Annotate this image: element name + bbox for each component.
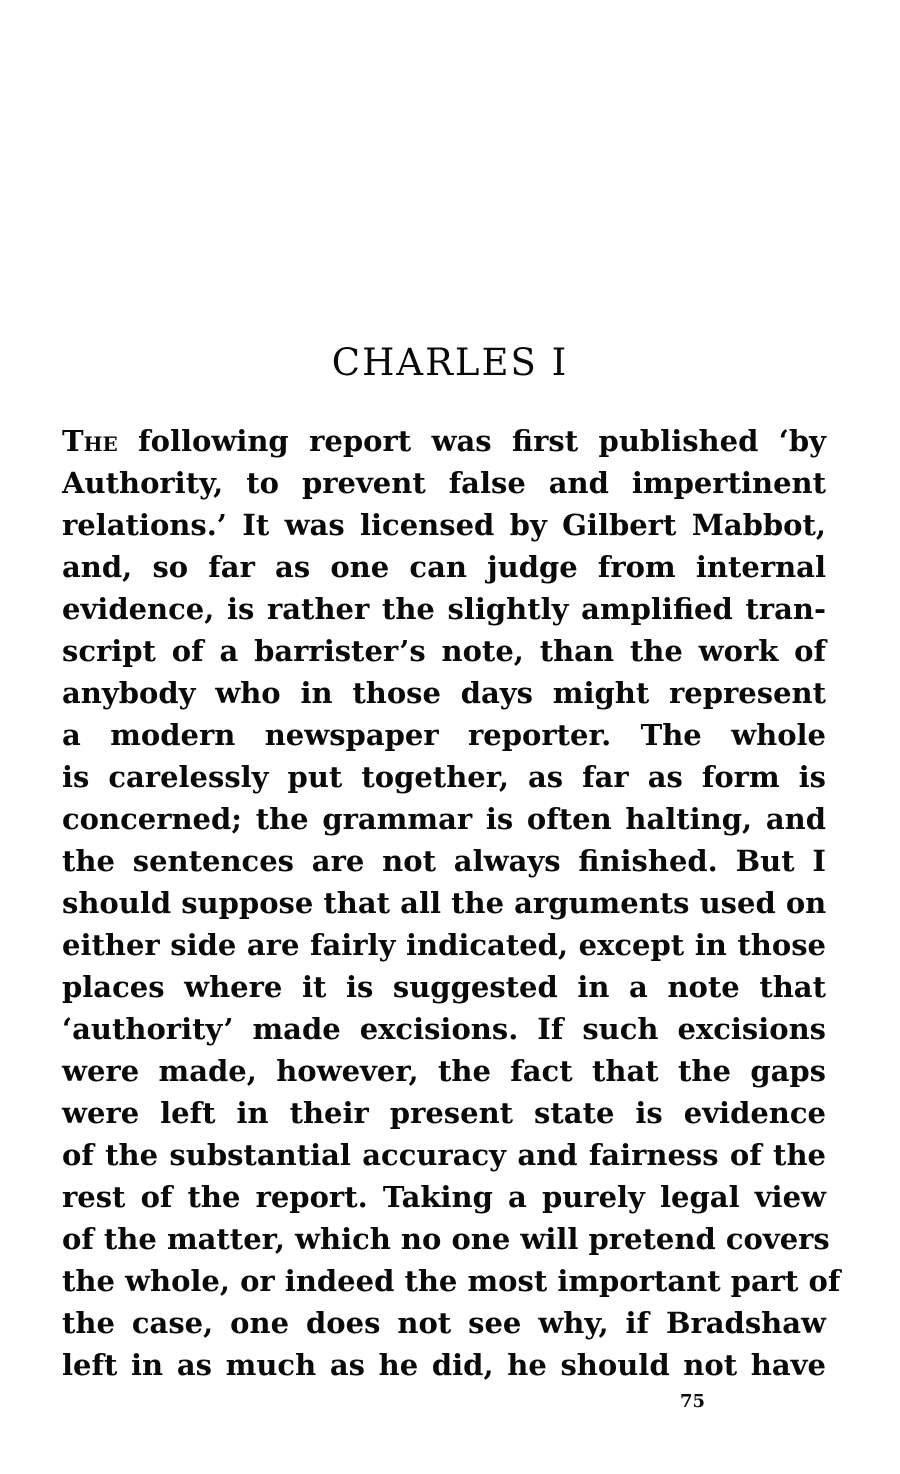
chapter-heading: CHARLES I (331, 341, 569, 384)
text-line-5: evidence, is rather the slightly amplified tran- (62, 592, 826, 626)
text-line-8: a modern newspaper reporter. The whole (62, 718, 826, 752)
text-line-3: relations.’ It was licensed by Gilbert Mabbot, (62, 508, 826, 542)
text-line-20: of the matter, which no one will pretend covers (62, 1222, 830, 1256)
page-number: 75 (680, 1391, 706, 1412)
text-line-16: were made, however, the fact that the gaps (62, 1054, 826, 1088)
text-line-1 (62, 420, 826, 462)
opening-word: The (62, 424, 118, 458)
text-line-2: Authority, to prevent false and impertinent (62, 466, 826, 500)
text-line-12: should suppose that all the arguments used on (62, 886, 827, 920)
text-line-1-rest: following report was first published ‘by (138, 424, 826, 458)
text-line-15: ‘authority’ made excisions. If such excisions (62, 1012, 826, 1046)
text-line-14: places where it is suggested in a note that (62, 970, 826, 1004)
text-line-13: either side are fairly indicated, except in those (62, 928, 826, 962)
text-line-4: and, so far as one can judge from internal (62, 550, 826, 584)
text-line-22: the case, one does not see why, if Bradshaw (62, 1306, 826, 1340)
text-line-17: were left in their present state is evidence (62, 1096, 826, 1130)
text-line-9: is carelessly put together, as far as form is (62, 760, 826, 794)
text-line-18: of the substantial accuracy and fairness of the (62, 1138, 826, 1172)
text-line-23: left in as much as he did, he should not have (62, 1348, 826, 1382)
text-line-21: the whole, or indeed the most important part of (62, 1264, 841, 1298)
text-line-10: concerned; the grammar is often halting, and (62, 802, 826, 836)
text-line-19: rest of the report. Taking a purely legal view (62, 1180, 826, 1214)
text-line-7: anybody who in those days might represent (62, 676, 826, 710)
text-line-11: the sentences are not always finished. But I (62, 844, 826, 878)
body-paragraph (62, 420, 841, 1386)
text-line-6: script of a barrister’s note, than the work of (62, 634, 826, 668)
